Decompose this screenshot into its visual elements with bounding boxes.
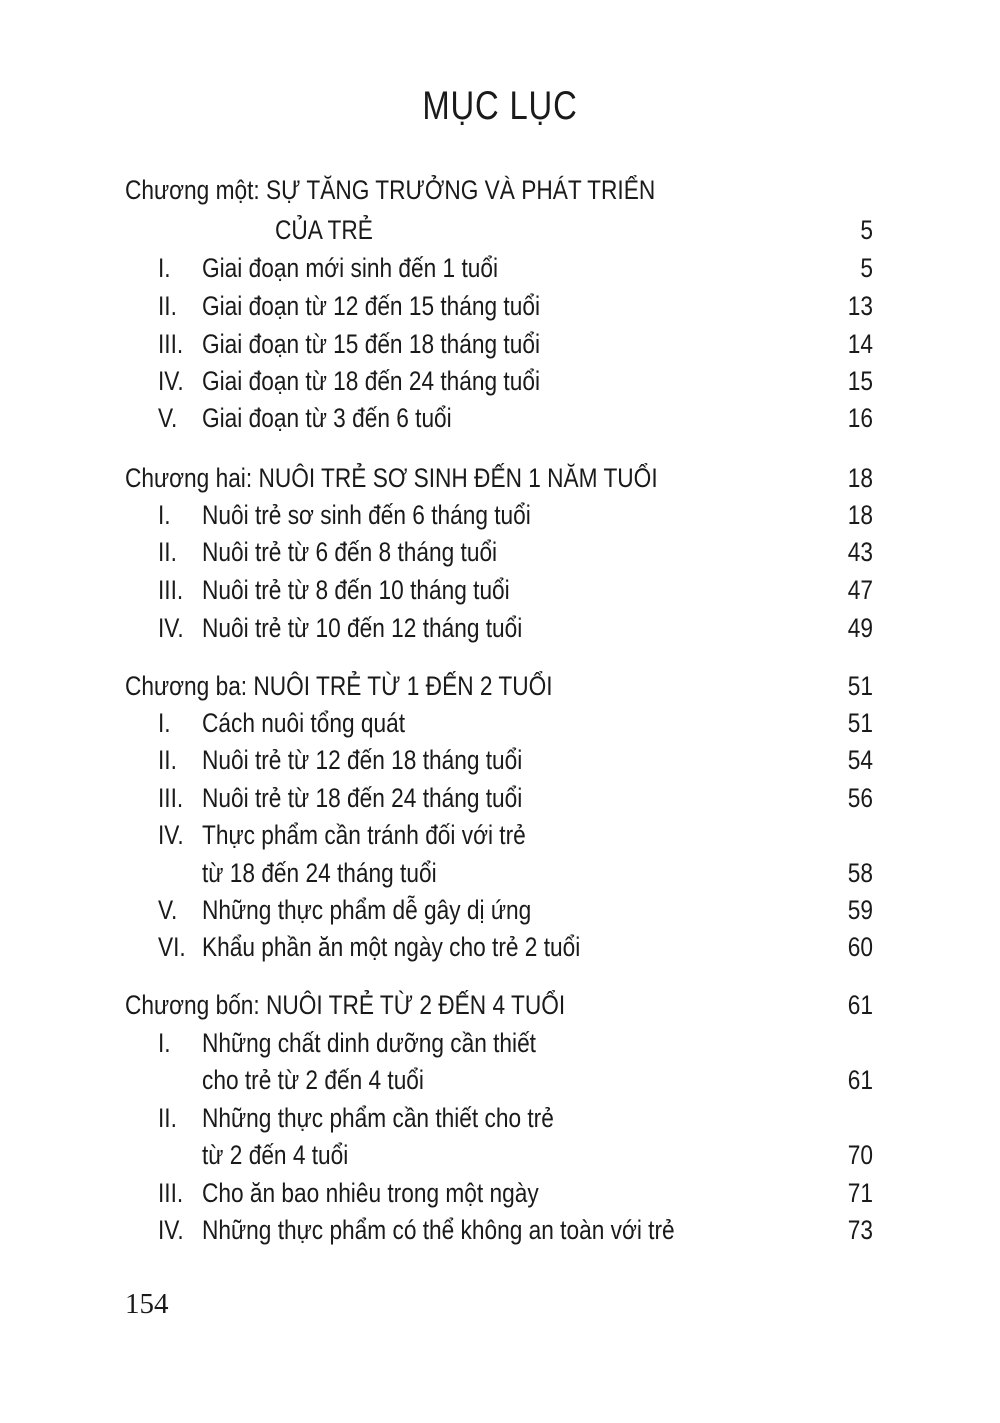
toc-chapter-entry [0,460,1000,496]
toc-entry [0,929,1000,965]
entry-title: Nuôi trẻ từ 6 đến 8 tháng tuổi [202,537,498,567]
toc-entry [0,326,1000,362]
entry-numeral: III. [158,783,184,813]
entry-title: Những thực phẩm có thể không an toàn với trẻ [202,1215,675,1245]
entry-numeral: III. [158,575,184,605]
entry-page-number: 59 [847,895,873,925]
toc-entry [0,817,1000,853]
entry-numeral: I. [158,1028,171,1058]
toc-chapter-entry [0,172,1000,208]
entry-page-number: 18 [847,463,873,493]
entry-title: CỦA TRẺ [275,215,373,245]
entry-title: Những thực phẩm cần thiết cho trẻ [202,1103,554,1133]
entry-title: Nuôi trẻ từ 10 đến 12 tháng tuổi [202,613,523,643]
entry-title: Nuôi trẻ từ 12 đến 18 tháng tuổi [202,745,523,775]
entry-numeral: IV. [158,613,184,643]
entry-title: Cách nuôi tổng quát [202,708,406,738]
entry-numeral: III. [158,329,184,359]
toc-entry [0,497,1000,533]
toc-entry [0,250,1000,286]
entry-page-number: 16 [847,403,873,433]
toc-entry [0,534,1000,570]
entry-page-number: 18 [847,500,873,530]
toc-entry [0,705,1000,741]
entry-page-number: 61 [847,1065,873,1095]
entry-numeral: IV. [158,366,184,396]
entry-numeral: IV. [158,820,184,850]
entry-title: Giai đoạn từ 15 đến 18 tháng tuổi [202,329,541,359]
entry-title: Giai đoạn mới sinh đến 1 tuổi [202,253,499,283]
toc-chapter-entry [0,668,1000,704]
page-title: MỤC LỤC [422,84,578,128]
entry-title: Cho ăn bao nhiêu trong một ngày [202,1178,539,1208]
toc-entry [0,1212,1000,1248]
toc-chapter-entry [0,987,1000,1023]
entry-page-number: 61 [847,990,873,1020]
page-number: 154 [125,1288,169,1320]
entry-title: Chương một: SỰ TĂNG TRƯỞNG VÀ PHÁT TRIỂN [125,175,656,205]
toc-entry [0,288,1000,324]
entry-page-number: 70 [847,1140,873,1170]
entry-title: Những chất dinh dưỡng cần thiết [202,1028,536,1058]
entry-numeral: II. [158,291,177,321]
entry-page-number: 54 [847,745,873,775]
entry-page-number: 43 [847,537,873,567]
entry-numeral: II. [158,1103,177,1133]
entry-title: Chương hai: NUÔI TRẺ SƠ SINH ĐẾN 1 NĂM TUỔI [125,463,658,493]
entry-numeral: V. [158,403,178,433]
toc-entry [0,572,1000,608]
entry-page-number: 51 [847,671,873,701]
toc-chapter-entry [0,212,1000,248]
toc-entry [0,780,1000,816]
entry-title: Giai đoạn từ 3 đến 6 tuổi [202,403,452,433]
entry-title: Chương bốn: NUÔI TRẺ TỪ 2 ĐẾN 4 TUỔI [125,990,566,1020]
entry-numeral: I. [158,708,171,738]
entry-numeral: III. [158,1178,184,1208]
entry-page-number: 73 [847,1215,873,1245]
entry-numeral: II. [158,745,177,775]
toc-entry [0,742,1000,778]
toc-entry [0,400,1000,436]
entry-page-number: 13 [847,291,873,321]
entry-page-number: 58 [847,858,873,888]
entry-page-number: 51 [847,708,873,738]
toc-entry [0,1175,1000,1211]
entry-title: Giai đoạn từ 12 đến 15 tháng tuổi [202,291,541,321]
entry-title: Khẩu phần ăn một ngày cho trẻ 2 tuổi [202,932,581,962]
entry-title: Giai đoạn từ 18 đến 24 tháng tuổi [202,366,541,396]
toc-entry [0,855,1000,891]
entry-numeral: I. [158,500,171,530]
toc-entry [0,1100,1000,1136]
entry-page-number: 47 [847,575,873,605]
entry-numeral: V. [158,895,178,925]
entry-page-number: 14 [847,329,873,359]
toc-entry [0,1025,1000,1061]
entry-page-number: 71 [847,1178,873,1208]
entry-numeral: VI. [158,932,186,962]
entry-numeral: IV. [158,1215,184,1245]
toc-entry [0,610,1000,646]
entry-title: cho trẻ từ 2 đến 4 tuổi [202,1065,424,1095]
toc-entry [0,892,1000,928]
entry-title: Những thực phẩm dễ gây dị ứng [202,895,532,925]
entry-page-number: 60 [847,932,873,962]
entry-title: từ 18 đến 24 tháng tuổi [202,858,437,888]
entry-title: từ 2 đến 4 tuổi [202,1140,349,1170]
toc-entry [0,1062,1000,1098]
entry-numeral: II. [158,537,177,567]
entry-title: Chương ba: NUÔI TRẺ TỪ 1 ĐẾN 2 TUỔI [125,671,553,701]
entry-title: Nuôi trẻ sơ sinh đến 6 tháng tuổi [202,500,531,530]
entry-title: Nuôi trẻ từ 8 đến 10 tháng tuổi [202,575,510,605]
entry-page-number: 49 [847,613,873,643]
toc-entry [0,363,1000,399]
entry-title: Thực phẩm cần tránh đối với trẻ [202,820,526,850]
entry-numeral: I. [158,253,171,283]
toc-entry [0,1137,1000,1173]
entry-page-number: 5 [860,253,873,283]
entry-page-number: 15 [847,366,873,396]
entry-title: Nuôi trẻ từ 18 đến 24 tháng tuổi [202,783,523,813]
entry-page-number: 5 [860,215,873,245]
entry-page-number: 56 [847,783,873,813]
